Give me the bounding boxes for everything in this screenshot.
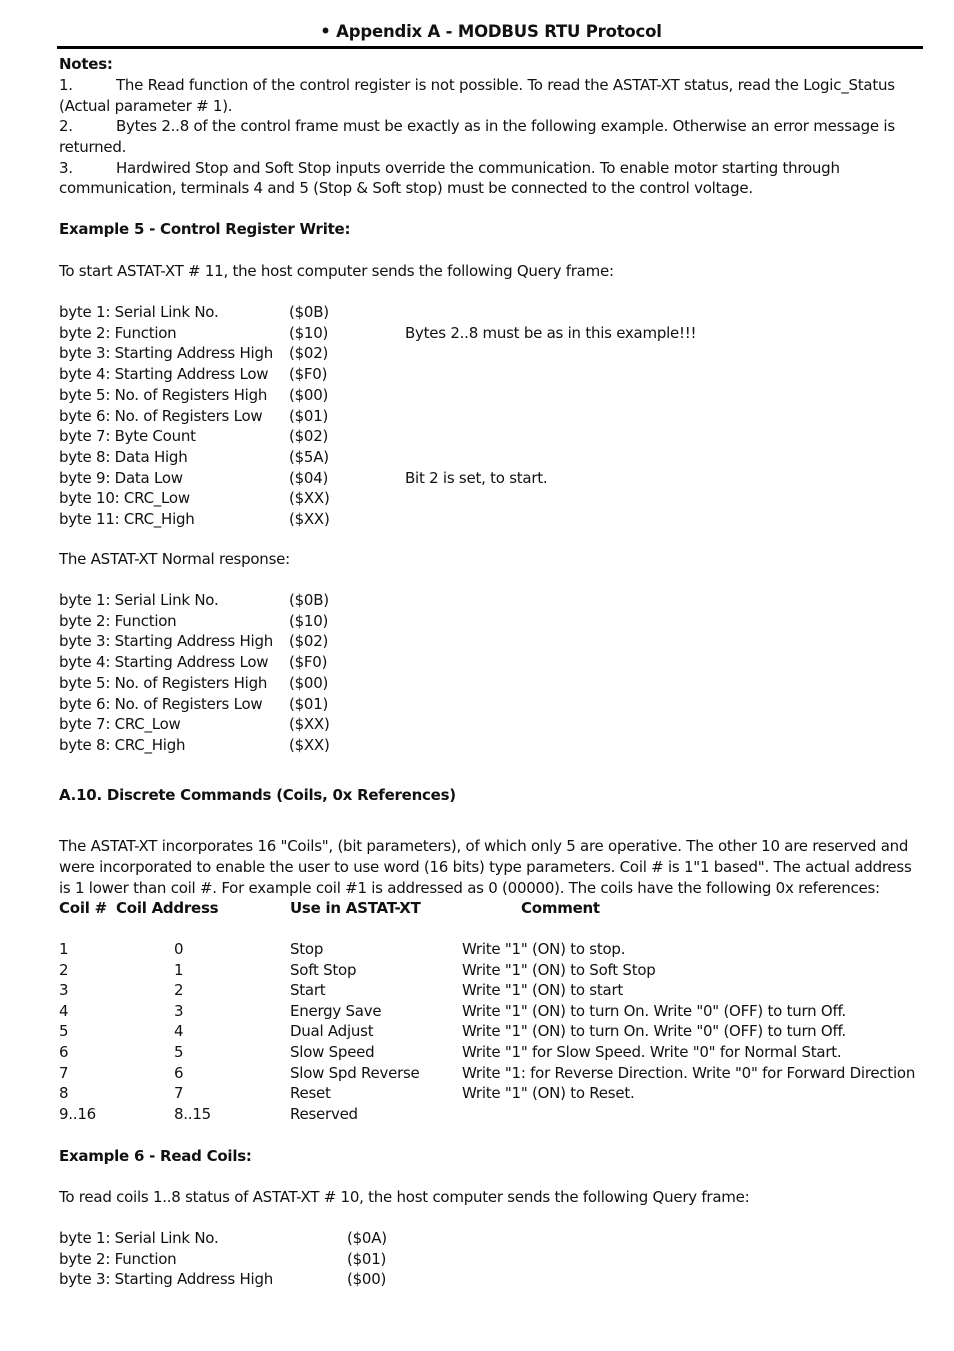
coil-use: Soft Stop [290,960,357,979]
byte-value: ($01) [347,1249,387,1268]
coil-use: Slow Spd Reverse [290,1063,420,1082]
byte-value: ($02) [289,427,329,446]
byte-comment: Bit 2 is set, to start. [405,468,548,487]
example-5-heading: Example 5 - Control Register Write: [59,220,351,238]
notes-heading: Notes: [59,55,113,73]
coil-address: 1 [174,960,184,979]
byte-label: byte 3: Starting Address High [59,1270,273,1289]
coil-comment-header: Comment [521,899,600,917]
coil-use: Energy Save [290,1001,382,1020]
byte-value: ($F0) [289,365,328,384]
byte-value: ($10) [289,611,329,630]
coil-use-header: Use in ASTAT-XT [290,899,421,917]
query-byte-row [59,509,923,529]
note-1-line-b: (Actual parameter # 1). [59,97,233,115]
byte-value: ($XX) [289,489,330,508]
coil-address: 7 [174,1084,184,1103]
byte-label: byte 4: Starting Address Low [59,653,269,672]
coil-comment: Write "1" (ON) to start [462,981,623,1000]
byte-label: byte 7: Byte Count [59,427,196,446]
section-a10-para-line-2: were incorporated to enable the user to use word (16 bits) type parameters. Coil # is 1"1 based". The actual address [59,858,912,876]
byte-label: byte 1: Serial Link No. [59,1229,219,1247]
coil-comment: Write "1" (ON) to turn On. Write "0" (OFF) to turn Off. [462,1022,846,1041]
note-3-text: Hardwired Stop and Soft Stop inputs override the communication. To enable motor starting through [116,159,840,177]
coil-use: Reset [290,1084,331,1103]
byte-label: byte 6: No. of Registers Low [59,694,263,713]
byte-label: byte 7: CRC_Low [59,715,181,734]
byte-label: byte 8: Data High [59,447,188,466]
coil-use: Slow Speed [290,1043,375,1061]
byte-value: ($XX) [289,510,330,528]
query-byte-row [59,488,923,508]
byte-value: ($01) [289,694,329,713]
query-byte-row [59,323,923,343]
section-a10-para-line-3: is 1 lower than coil #. For example coil #1 is addressed as 0 (00000). The coils have the following 0x references: [59,879,880,897]
response-byte-row [59,673,923,693]
coil-number: 7 [59,1063,69,1082]
coil-address: 0 [174,940,184,958]
coil-address: 3 [174,1001,184,1020]
coil-comment: Write "1" (ON) to Soft Stop [462,960,656,979]
coil-use: Stop [290,940,324,958]
coil-comment: Write "1" (ON) to stop. [462,940,626,958]
note-2-line-b: returned. [59,138,127,156]
byte-label: byte 1: Serial Link No. [59,591,219,609]
query-byte-row [59,426,923,446]
example-5-intro: To start ASTAT-XT # 11, the host computer sends the following Query frame: [59,262,614,280]
response-byte-row [59,735,923,755]
byte-value: ($10) [289,323,329,342]
query-byte-row [59,447,923,467]
byte-value: ($5A) [289,447,329,466]
coil-address: 8..15 [174,1104,211,1123]
response-byte-row [59,590,923,610]
query-byte-row [59,1249,923,1269]
response-byte-row [59,714,923,734]
example-6-intro: To read coils 1..8 status of ASTAT-XT # 10, the host computer sends the following Query frame: [59,1188,750,1206]
byte-label: byte 6: No. of Registers Low [59,406,263,425]
byte-value: ($0A) [347,1229,387,1247]
byte-value: ($XX) [289,735,330,754]
byte-value: ($00) [289,673,329,692]
coil-number-header: Coil # [59,899,107,917]
coil-number: 4 [59,1001,69,1020]
coil-address: 2 [174,981,184,1000]
query-byte-row [59,1228,923,1248]
response-byte-row [59,652,923,672]
note-1-text: The Read function of the control register is not possible. To read the ASTAT-XT status, read the Logic_Status [116,76,895,94]
response-byte-row [59,631,923,651]
query-byte-row [59,385,923,405]
byte-label: byte 2: Function [59,323,177,342]
byte-value: ($F0) [289,653,328,672]
note-2-number: 2. [59,117,73,135]
byte-value: ($00) [289,385,329,404]
note-1-number: 1. [59,76,73,94]
coil-number: 1 [59,940,69,958]
byte-label: byte 4: Starting Address Low [59,365,269,384]
query-byte-row [59,364,923,384]
section-a10-heading: A.10. Discrete Commands (Coils, 0x References) [59,786,456,804]
byte-label: byte 5: No. of Registers High [59,673,268,692]
byte-label: byte 9: Data Low [59,468,183,487]
query-byte-row [59,406,923,426]
byte-value: ($0B) [289,303,329,321]
example-5-response-intro: The ASTAT-XT Normal response: [59,550,290,568]
page-header: • Appendix A - MODBUS RTU Protocol [320,22,662,41]
byte-label: byte 10: CRC_Low [59,489,190,508]
byte-value: ($04) [289,468,329,487]
coil-number: 2 [59,960,69,979]
query-byte-row [59,1269,923,1289]
query-byte-row [59,302,923,322]
note-3-number: 3. [59,159,73,177]
example-6-heading: Example 6 - Read Coils: [59,1147,252,1165]
coil-address: 5 [174,1043,184,1061]
byte-label: byte 8: CRC_High [59,735,186,754]
byte-label: byte 2: Function [59,611,177,630]
query-byte-row [59,343,923,363]
byte-label: byte 3: Starting Address High [59,344,273,363]
coil-comment: Write "1: for Reverse Direction. Write "0" for Forward Direction [462,1063,916,1082]
byte-label: byte 3: Starting Address High [59,632,273,651]
coil-address: 4 [174,1022,184,1041]
coil-address: 6 [174,1063,184,1082]
note-2-text: Bytes 2..8 of the control frame must be exactly as in the following example. Otherwise an error message is [116,117,895,135]
byte-value: ($0B) [289,591,329,609]
query-byte-row [59,468,923,488]
byte-value: ($02) [289,344,329,363]
byte-value: ($00) [347,1270,387,1289]
coil-comment: Write "1" for Slow Speed. Write "0" for Normal Start. [462,1043,842,1061]
byte-value: ($01) [289,406,329,425]
byte-label: byte 1: Serial Link No. [59,303,219,321]
coil-address-header: Coil Address [116,899,219,917]
section-a10-para-line-1: The ASTAT-XT incorporates 16 "Coils", (bit parameters), of which only 5 are operative. The other 10 are reserved and [59,837,909,855]
coil-use: Dual Adjust [290,1022,374,1041]
coil-number: 6 [59,1043,69,1061]
coil-number: 5 [59,1022,69,1041]
byte-comment: Bytes 2..8 must be as in this example!!! [405,323,697,342]
byte-label: byte 2: Function [59,1249,177,1268]
coil-number: 3 [59,981,69,1000]
coil-comment: Write "1" (ON) to turn On. Write "0" (OFF) to turn Off. [462,1001,846,1020]
coil-number: 9..16 [59,1104,96,1123]
header-rule [57,46,923,49]
coil-number: 8 [59,1084,69,1103]
byte-label: byte 5: No. of Registers High [59,385,268,404]
coil-comment: Write "1" (ON) to Reset. [462,1084,635,1103]
response-byte-row [59,611,923,631]
response-byte-row [59,694,923,714]
coil-use: Reserved [290,1104,358,1123]
byte-value: ($02) [289,632,329,651]
note-3-line-b: communication, terminals 4 and 5 (Stop & Soft stop) must be connected to the control voltage. [59,179,753,197]
coil-use: Start [290,981,326,1000]
byte-value: ($XX) [289,715,330,734]
byte-label: byte 11: CRC_High [59,510,195,528]
